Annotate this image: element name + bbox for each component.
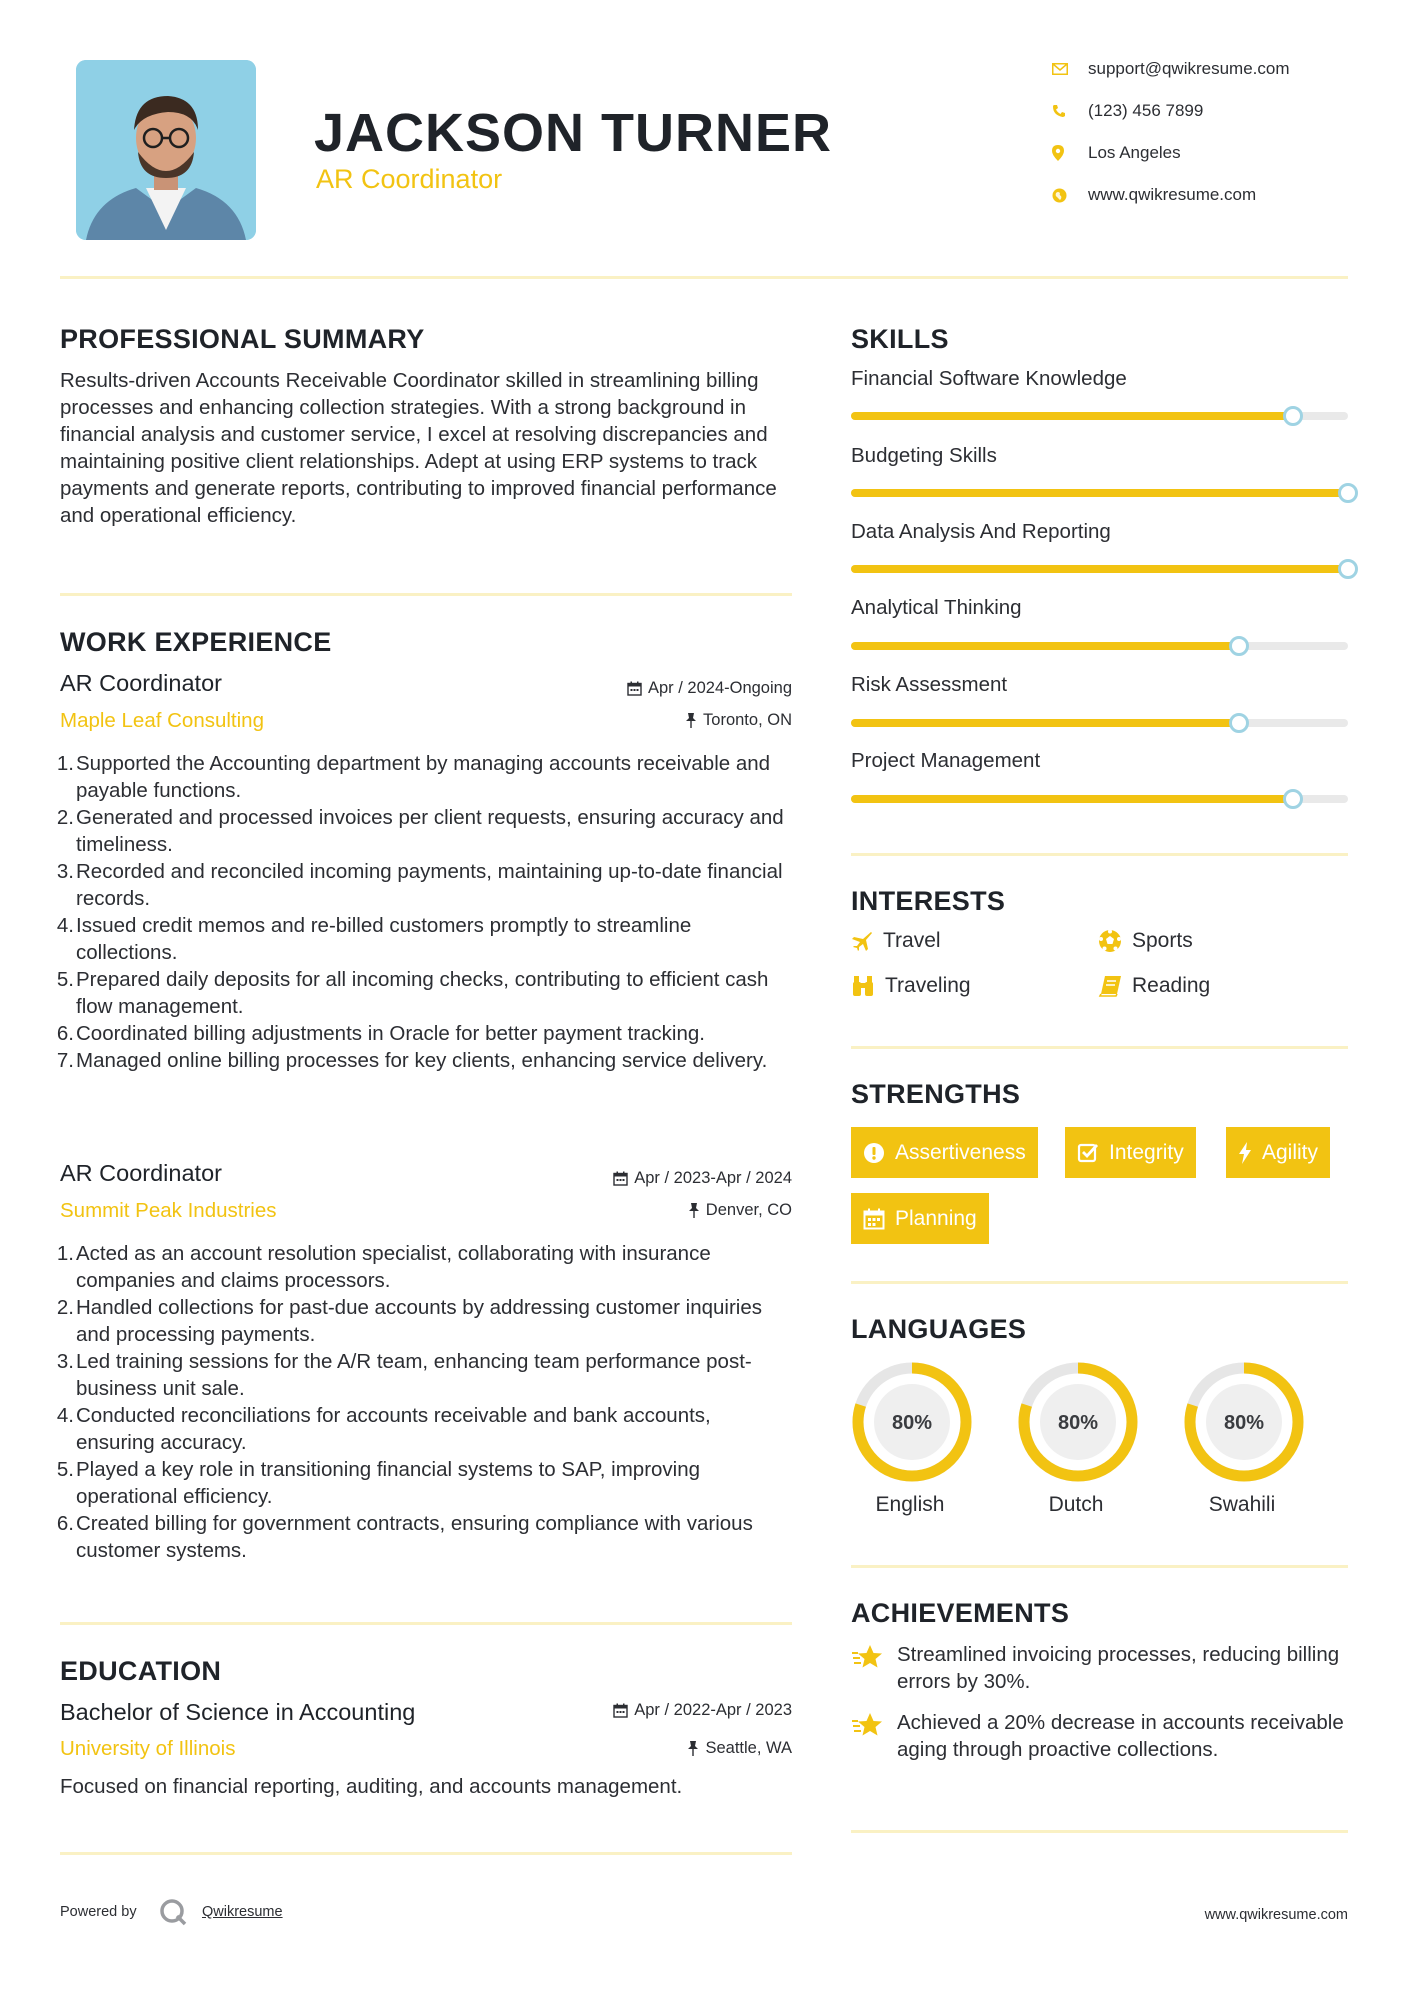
- strength-tag: [851, 1193, 989, 1244]
- qwikresume-brand-link[interactable]: Qwikresume: [202, 1904, 283, 1920]
- education-location: [492, 1739, 792, 1758]
- powered-by-text: Powered by: [60, 1904, 137, 1920]
- achievement-text: Achieved a 20% decrease in accounts receivable aging through proactive collections.: [897, 1711, 1344, 1761]
- skill-bar-knob: [1229, 713, 1249, 733]
- envelope-icon: [1052, 63, 1088, 75]
- list-item: 5. Prepared daily deposits for all incoming checks, contributing to efficient cash flow management.: [56, 968, 769, 1018]
- list-item: 5. Played a key role in transitioning financial systems to SAP, improving operational efficiency.: [56, 1458, 701, 1508]
- education-heading: EDUCATION: [60, 1656, 222, 1686]
- languages-divider: [851, 1565, 1348, 1568]
- skills-divider: [851, 853, 1348, 856]
- work-divider: [60, 1622, 792, 1625]
- bolt-icon: [1238, 1142, 1252, 1164]
- job-2-bullets: [52, 1240, 792, 1564]
- calendar-icon: [613, 1171, 628, 1186]
- interests-divider: [851, 1046, 1348, 1049]
- summary-divider: [60, 593, 792, 596]
- skill-bar: [851, 489, 1348, 497]
- list-item: 4. Issued credit memos and re-billed customers promptly to streamline collections.: [56, 914, 692, 964]
- job-2-company: Summit Peak Industries: [60, 1199, 277, 1222]
- list-item: 1. Acted as an account resolution specialist, collaborating with insurance companies and claims processors.: [56, 1242, 711, 1292]
- interest-label: Travel: [883, 929, 941, 952]
- interest-item: [851, 974, 971, 998]
- job-1-location: [492, 711, 792, 730]
- education-location-text: Seattle, WA: [705, 1739, 792, 1757]
- languages-heading: LANGUAGES: [851, 1314, 1027, 1344]
- language-ring: [1012, 1356, 1144, 1488]
- list-item: 2. Generated and processed invoices per client requests, ensuring accuracy and timeliness.: [56, 806, 784, 856]
- education-dates: [492, 1701, 792, 1720]
- skill-label: Analytical Thinking: [851, 596, 1022, 619]
- globe-icon: [1052, 188, 1088, 203]
- skill-bar-knob: [1283, 406, 1303, 426]
- summary-heading: PROFESSIONAL SUMMARY: [60, 324, 425, 354]
- education-degree: Bachelor of Science in Accounting: [60, 1699, 416, 1725]
- qwikresume-logo-icon: [158, 1897, 188, 1927]
- soccer-ball-icon: [1098, 929, 1122, 953]
- strengths-divider: [851, 1281, 1348, 1284]
- pushpin-icon: [685, 713, 697, 728]
- candidate-name: JACKSON TURNER: [314, 103, 833, 163]
- calendar-icon: [613, 1703, 628, 1718]
- skill-label: Project Management: [851, 749, 1041, 772]
- star-icon: [851, 1643, 885, 1671]
- interests-heading: INTERESTS: [851, 886, 1006, 916]
- ring-percent: 80%: [891, 1412, 933, 1434]
- calendar-icon: [863, 1208, 885, 1230]
- achievements-heading: ACHIEVEMENTS: [851, 1598, 1070, 1628]
- skill-label: Financial Software Knowledge: [851, 367, 1127, 390]
- strengths-heading: STRENGTHS: [851, 1079, 1021, 1109]
- education-school: University of Illinois: [60, 1737, 236, 1760]
- ring-percent: 80%: [1057, 1412, 1099, 1434]
- summary-text: Results-driven Accounts Receivable Coordinator skilled in streamlining billing processes and enhancing collection strategies. With a strong background in financial analysis and customer service, I excel at resolving discrepancies and maintaining positive client relationships. Adept at using ERP systems to track payments and generate reports, contributing to improved financial performance and operational efficiency.: [60, 369, 777, 527]
- job-1-company: Maple Leaf Consulting: [60, 709, 264, 732]
- list-item: 3. Recorded and reconciled incoming payments, maintaining up-to-date financial records.: [56, 860, 783, 910]
- skill-bar-fill: [851, 412, 1293, 420]
- skill-bar-fill: [851, 719, 1239, 727]
- strength-tag: [1226, 1127, 1330, 1178]
- skill-bar-fill: [851, 489, 1348, 497]
- interest-label: Traveling: [885, 974, 971, 997]
- education-dates-text: Apr / 2022-Apr / 2023: [634, 1701, 792, 1719]
- list-item: 2. Handled collections for past-due accounts by addressing customer inquiries and processing payments.: [56, 1296, 762, 1346]
- binoculars-icon: [851, 974, 875, 998]
- interest-label: Reading: [1132, 974, 1211, 997]
- pushpin-icon: [688, 1203, 700, 1218]
- contact-location: [1052, 140, 1342, 166]
- book-icon: [1098, 975, 1122, 997]
- exclamation-circle-icon: [863, 1142, 885, 1164]
- profile-photo: [76, 60, 256, 240]
- language-name: Dutch: [1048, 1493, 1104, 1516]
- interest-item: [1098, 929, 1193, 953]
- contact-location-text: Los Angeles: [1088, 143, 1181, 162]
- strength-tag: [1065, 1127, 1196, 1178]
- candidate-title: AR Coordinator: [316, 164, 503, 194]
- language-ring: [1178, 1356, 1310, 1488]
- skill-bar-fill: [851, 565, 1348, 573]
- contact-email[interactable]: [1052, 56, 1342, 82]
- job-1-dates: [492, 679, 792, 698]
- skill-label: Budgeting Skills: [851, 444, 997, 467]
- strength-label: Agility: [1262, 1140, 1319, 1164]
- contact-phone[interactable]: [1052, 98, 1342, 124]
- strength-label: Assertiveness: [895, 1140, 1026, 1164]
- interest-item: [1098, 974, 1210, 998]
- job-2-location-text: Denver, CO: [705, 1201, 792, 1219]
- list-item: 3. Led training sessions for the A/R team, enhancing team performance post-business unit sale.: [56, 1350, 752, 1400]
- ring-percent: 80%: [1223, 1412, 1265, 1434]
- interest-label: Sports: [1132, 929, 1193, 952]
- list-item: 7. Managed online billing processes for key clients, enhancing service delivery.: [56, 1049, 768, 1072]
- language-name: English: [875, 1493, 945, 1516]
- phone-icon: [1052, 104, 1088, 118]
- skill-bar-fill: [851, 795, 1293, 803]
- job-1-dates-text: Apr / 2024-Ongoing: [647, 679, 792, 697]
- job-2-dates-text: Apr / 2023-Apr / 2024: [634, 1169, 792, 1187]
- check-square-icon: [1077, 1142, 1099, 1164]
- strength-tag: [851, 1127, 1038, 1178]
- skill-label: Risk Assessment: [851, 673, 1008, 696]
- job-1-bullets: [52, 750, 792, 1074]
- star-icon: [851, 1711, 885, 1739]
- contact-website[interactable]: [1052, 182, 1342, 208]
- skill-bar: [851, 412, 1348, 420]
- education-description: Focused on financial reporting, auditing, and accounts management.: [60, 1775, 683, 1798]
- interest-item: [851, 929, 941, 953]
- contact-website-text: www.qwikresume.com: [1088, 185, 1257, 204]
- job-2-dates: [492, 1169, 792, 1188]
- pushpin-icon: [687, 1741, 699, 1756]
- plane-icon: [851, 930, 873, 952]
- achievement-item: [851, 1709, 1348, 1763]
- skill-bar-knob: [1338, 559, 1358, 579]
- language-name: Swahili: [1208, 1493, 1276, 1516]
- list-item: 6. Coordinated billing adjustments in Oracle for better payment tracking.: [56, 1022, 705, 1045]
- language-ring: [846, 1356, 978, 1488]
- skill-bar-knob: [1283, 789, 1303, 809]
- skill-bar: [851, 642, 1348, 650]
- skill-bar: [851, 565, 1348, 573]
- calendar-icon: [627, 681, 642, 696]
- job-2-role: AR Coordinator: [60, 1160, 222, 1186]
- skill-bar-knob: [1338, 483, 1358, 503]
- list-item: 4. Conducted reconciliations for accounts receivable and bank accounts, ensuring accuracy.: [56, 1404, 711, 1454]
- footer-website-link[interactable]: www.qwikresume.com: [1204, 1907, 1348, 1923]
- map-pin-icon: [1052, 145, 1088, 161]
- contact-email-text: support@qwikresume.com: [1088, 59, 1290, 78]
- strength-label: Planning: [895, 1206, 977, 1230]
- education-divider: [60, 1852, 792, 1855]
- header-divider: [60, 276, 1348, 279]
- achievements-divider: [851, 1830, 1348, 1833]
- job-1-location-text: Toronto, ON: [703, 711, 792, 729]
- skill-label: Data Analysis And Reporting: [851, 520, 1111, 543]
- skill-bar-knob: [1229, 636, 1249, 656]
- work-heading: WORK EXPERIENCE: [60, 627, 332, 657]
- contact-phone-text: (123) 456 7899: [1088, 101, 1204, 120]
- skills-heading: SKILLS: [851, 324, 949, 354]
- list-item: 1. Supported the Accounting department by managing accounts receivable and payable functions.: [56, 752, 771, 802]
- achievement-text: Streamlined invoicing processes, reducing billing errors by 30%.: [897, 1643, 1340, 1693]
- job-2-location: [492, 1201, 792, 1220]
- skill-bar: [851, 719, 1348, 727]
- avatar: [76, 60, 256, 240]
- list-item: 6. Created billing for government contracts, ensuring compliance with various customer systems.: [56, 1512, 753, 1562]
- strength-label: Integrity: [1109, 1140, 1184, 1164]
- job-1-role: AR Coordinator: [60, 670, 222, 696]
- skill-bar: [851, 795, 1348, 803]
- achievement-item: [851, 1641, 1348, 1695]
- skill-bar-fill: [851, 642, 1239, 650]
